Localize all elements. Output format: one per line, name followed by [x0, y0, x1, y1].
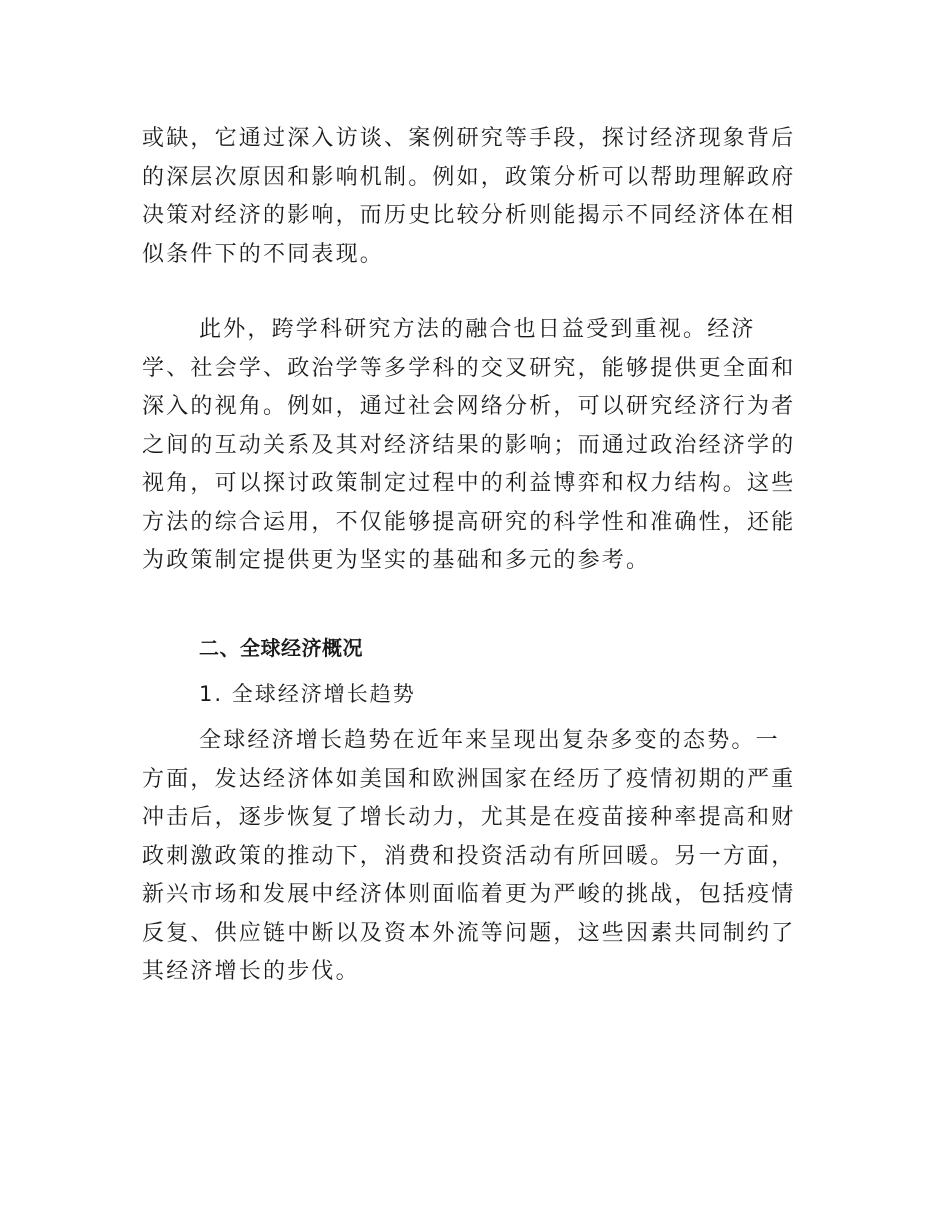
subsection-heading: 1. 全球经济增长趋势 [199, 682, 416, 706]
paragraph-line: 冲击后，逐步恢复了增长动力，尤其是在疫苗接种率提高和财 [142, 805, 796, 830]
section-heading: 二、全球经济概况 [199, 636, 363, 660]
paragraph-line: 深入的视角。例如，通过社会网络分析，可以研究经济行为者 [142, 394, 796, 419]
paragraph-line: 视角，可以探讨政策制定过程中的利益博弈和权力结构。这些 [142, 471, 796, 496]
paragraph-line: 反复、供应链中断以及资本外流等问题，这些因素共同制约了 [142, 920, 796, 946]
paragraph-line: 方面，发达经济体如美国和欧洲国家在经历了疫情初期的严重 [142, 766, 796, 792]
paragraph-line: 此外，跨学科研究方法的融合也日益受到重视。经济 [199, 317, 756, 342]
paragraph-line: 全球经济增长趋势在近年来呈现出复杂多变的态势。一 [199, 728, 780, 753]
paragraph-line: 决策对经济的影响，而历史比较分析则能揭示不同经济体在相 [142, 203, 796, 228]
paragraph-2 [142, 311, 822, 581]
paragraph-3 [142, 722, 822, 992]
paragraph-1 [142, 120, 822, 274]
paragraph-line: 学、社会学、政治学等多学科的交叉研究，能够提供更全面和 [142, 355, 796, 381]
paragraph-line: 其经济增长的步伐。 [142, 959, 360, 984]
paragraph-line: 为政策制定提供更为坚实的基础和多元的参考。 [142, 548, 651, 573]
paragraph-line: 政刺激政策的推动下，消费和投资活动有所回暖。另一方面， [142, 843, 796, 869]
paragraph-line: 或缺，它通过深入访谈、案例研究等手段，探讨经济现象背后 [142, 126, 796, 151]
paragraph-line: 方法的综合运用，不仅能够提高研究的科学性和准确性，还能 [142, 509, 796, 535]
paragraph-line: 似条件下的不同表现。 [142, 241, 385, 267]
paragraph-line: 之间的互动关系及其对经济结果的影响；而通过政治经济学的 [142, 432, 796, 458]
paragraph-line: 的深层次原因和影响机制。例如，政策分析可以帮助理解政府 [142, 164, 796, 190]
paragraph-line: 新兴市场和发展中经济体则面临着更为严峻的挑战，包括疫情 [142, 882, 796, 907]
